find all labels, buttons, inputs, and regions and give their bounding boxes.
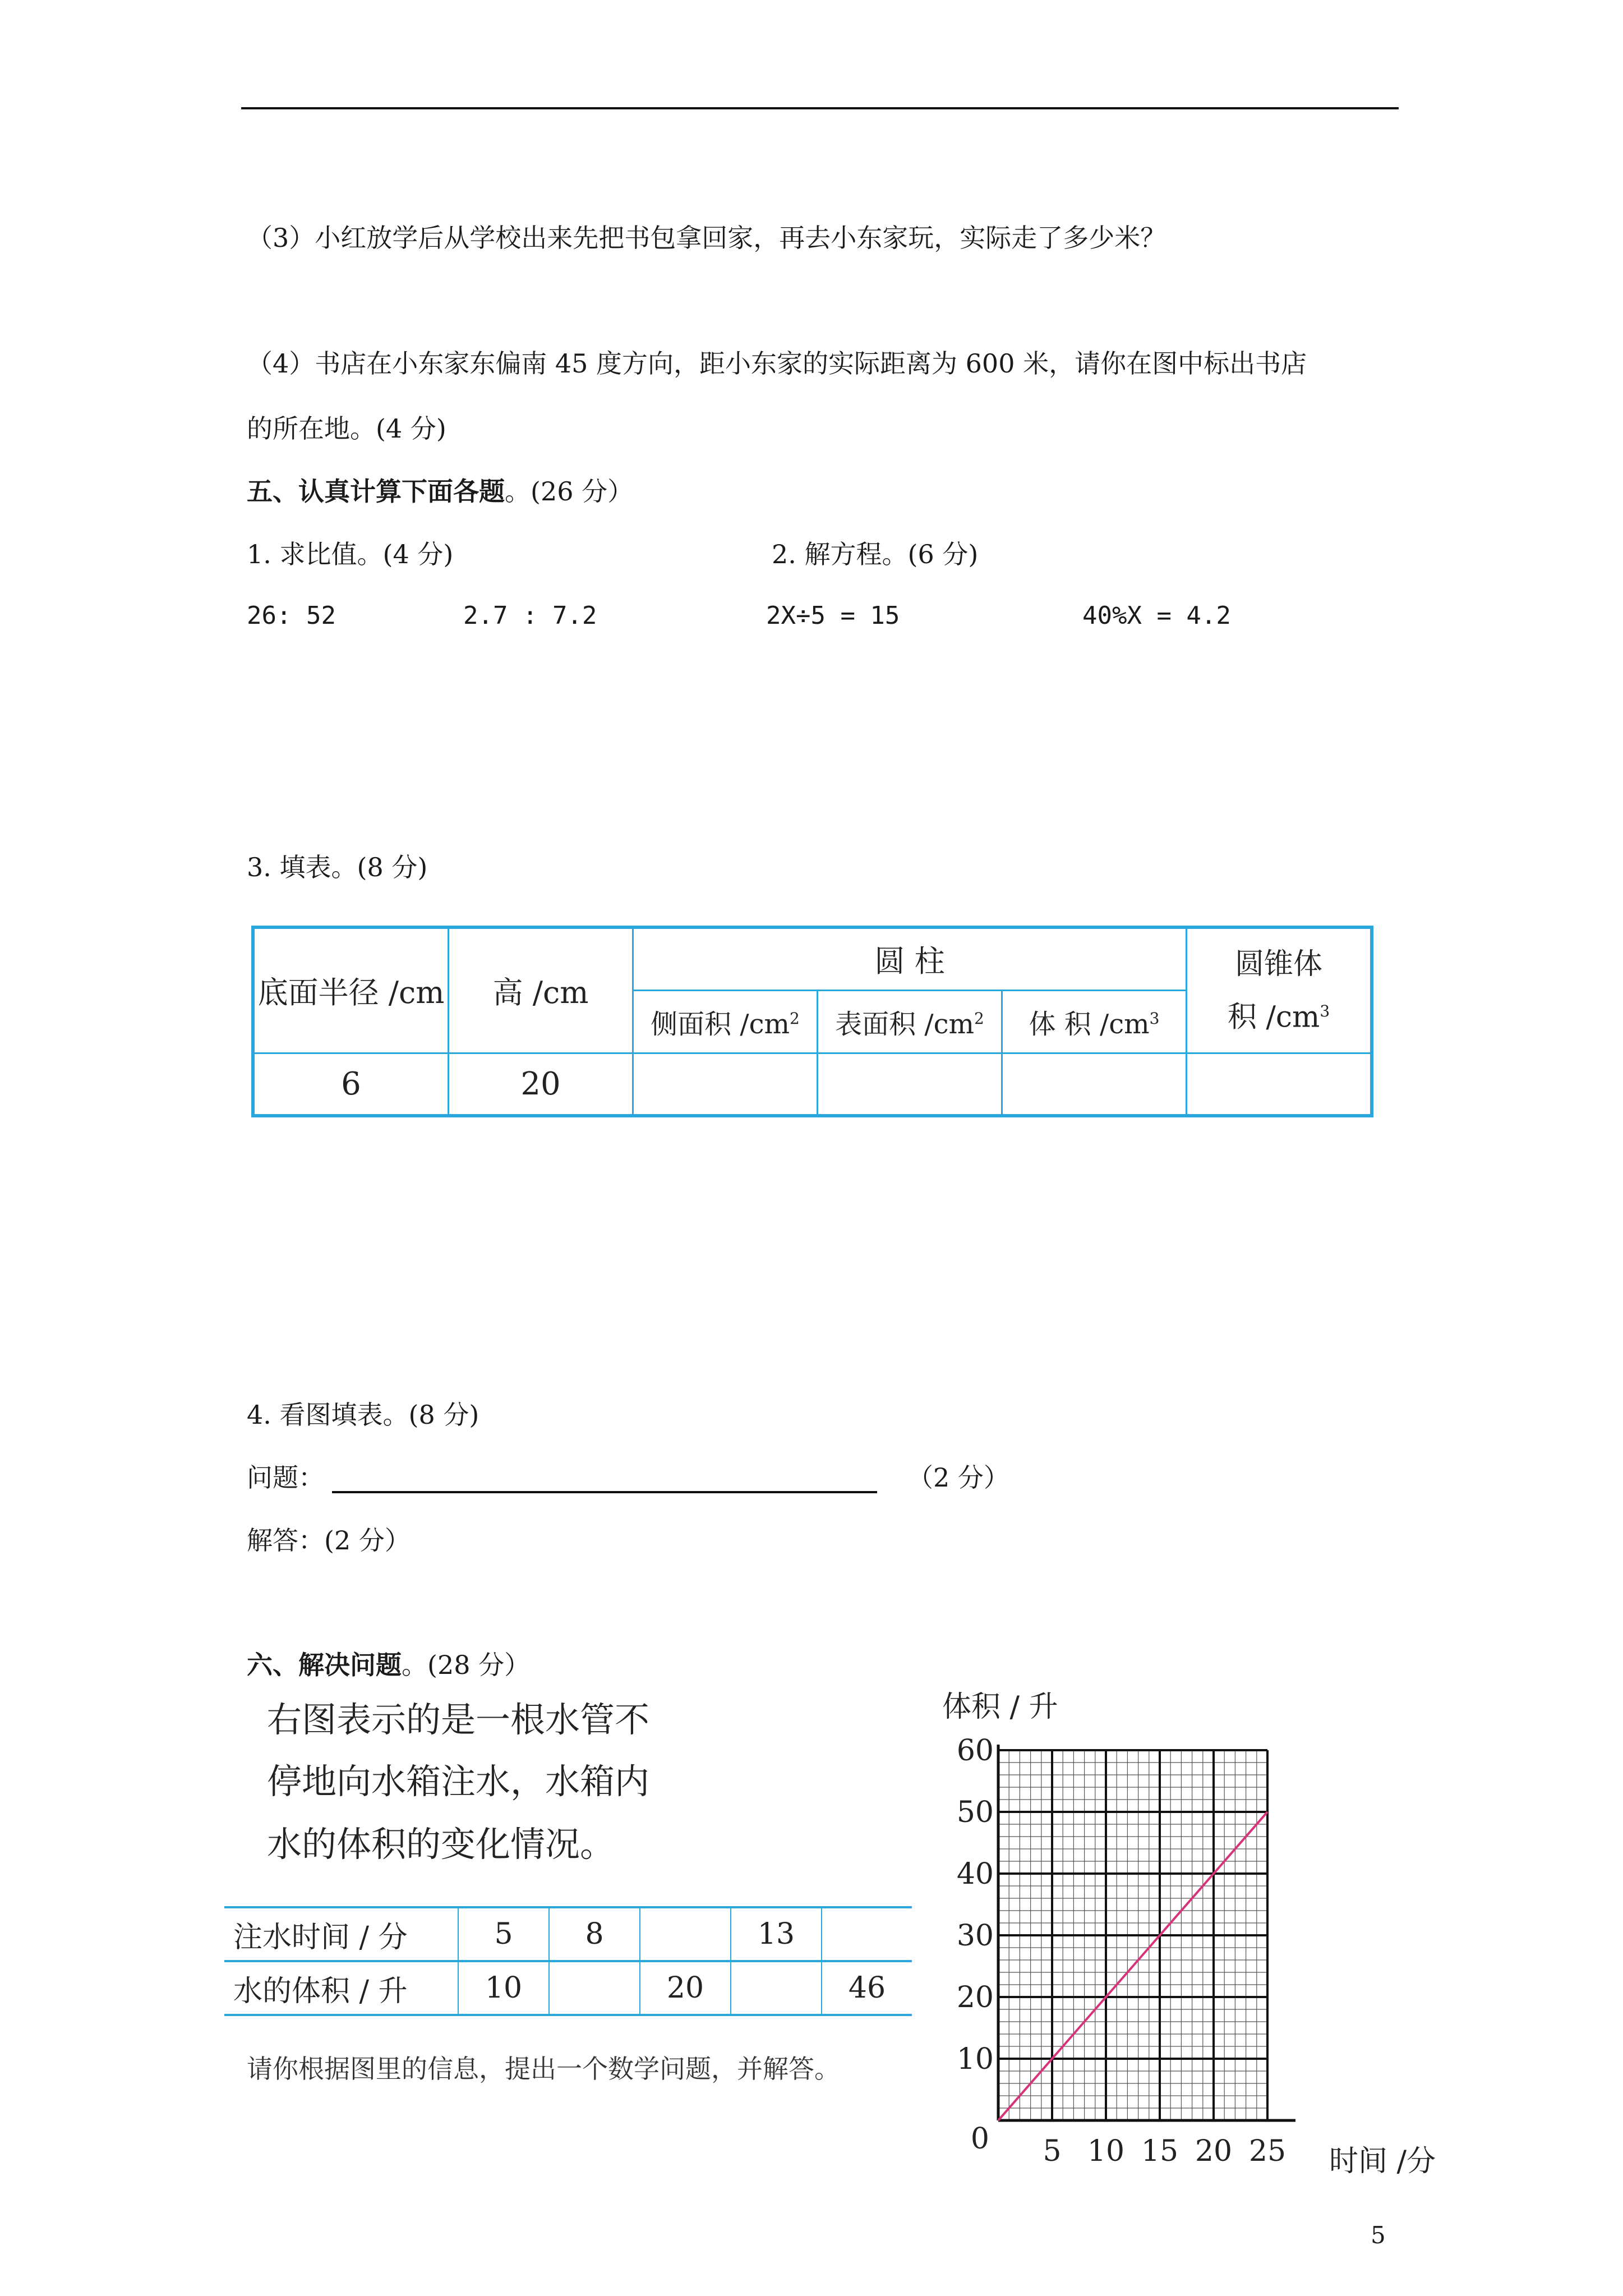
volume-time-chart [897, 1677, 1458, 2182]
section-6-score: 。(28 分） [402, 1650, 531, 1680]
problem-line-2: 停地向水箱注水，水箱内 [267, 1761, 650, 1802]
y-tick-label: 40 [956, 1857, 994, 1891]
sup-cm2-lateral: 2 [790, 1009, 800, 1028]
question-3: （3）小红放学后从学校出来先把书包拿回家，再去小东家玩，实际走了多少米？ [247, 223, 1166, 253]
x-tick-label: 25 [1248, 2134, 1287, 2168]
value-radius: 6 [253, 1053, 449, 1116]
cylinder-cone-table [251, 926, 1373, 1117]
grid-major [998, 1750, 1267, 2120]
y-tick-label: 0 [970, 2122, 989, 2156]
volume-cell[interactable] [731, 1961, 822, 2015]
axes [998, 1745, 1295, 2120]
item-1-ratio: 1. 求比值。(4 分) [247, 539, 454, 569]
problem-prompt: 请你根据图里的信息，提出一个数学问题，并解答。 [247, 2054, 840, 2084]
problem-line-1: 右图表示的是一根水管不 [267, 1699, 650, 1740]
header-lateral-area [633, 990, 818, 1053]
item-3-fill-table: 3. 填表。(8 分) [247, 852, 428, 882]
y-tick-label: 60 [956, 1734, 994, 1768]
series-line [998, 1812, 1267, 2120]
header-cone-line1: 圆锥体 [1234, 947, 1322, 981]
time-cell: 13 [731, 1907, 822, 1961]
question-label: 问题： [247, 1462, 324, 1493]
x-axis-label: 时间 /分 [1329, 2145, 1436, 2178]
sup-cm2-surface: 2 [974, 1009, 984, 1028]
volume-cell: 20 [640, 1961, 731, 2015]
question-4-line2: 的所在地。(4 分) [247, 413, 446, 444]
sup-cm3-cone: 3 [1320, 1001, 1330, 1020]
header-radius: 底面半径 /cm [253, 927, 449, 1053]
header-lateral-text: 侧面积 /cm [651, 1008, 790, 1040]
problem-line-3: 水的体积的变化情况。 [267, 1824, 615, 1865]
time-cell: 5 [458, 1907, 549, 1961]
expression-ratio-2: 2.7 : 7.2 [463, 601, 597, 630]
header-rule [241, 107, 1399, 109]
header-volume [1002, 990, 1187, 1053]
page-number: 5 [1371, 2221, 1386, 2249]
question-answer-line[interactable] [332, 1491, 877, 1493]
x-tick-label: 15 [1141, 2134, 1179, 2168]
item-4-heading: 4. 看图填表。(8 分) [247, 1400, 479, 1430]
header-height: 高 /cm [449, 927, 633, 1053]
answer-label: 解答：(2 分） [247, 1525, 411, 1556]
value-height: 20 [449, 1053, 633, 1116]
answer-surface-area[interactable] [818, 1053, 1002, 1116]
question-score: （2 分） [907, 1462, 1009, 1493]
header-cone-volume [1187, 927, 1372, 1053]
section-5-score: 。(26 分） [505, 476, 634, 507]
x-tick-label: 20 [1195, 2134, 1233, 2168]
answer-lateral-area[interactable] [633, 1053, 818, 1116]
equation-1: 2X÷5 = 15 [766, 601, 900, 630]
y-axis-label: 体积 / 升 [942, 1690, 1058, 1724]
water-table [224, 1906, 912, 2016]
expression-ratio-1: 26: 52 [247, 601, 336, 630]
section-5-heading [247, 475, 633, 508]
y-tick-label: 10 [956, 2042, 994, 2076]
y-tick-label: 50 [956, 1796, 994, 1829]
volume-cell: 46 [822, 1961, 912, 2015]
tick-labels [957, 1734, 1286, 2168]
x-tick-label: 5 [1043, 2134, 1062, 2168]
series-layer [998, 1812, 1267, 2120]
row-label-time: 注水时间 / 分 [224, 1907, 458, 1961]
y-tick-label: 30 [956, 1919, 994, 1953]
equation-2: 40%X = 4.2 [1082, 601, 1231, 630]
header-cone-line2: 积 /cm [1227, 1000, 1320, 1034]
item-2-equation: 2. 解方程。(6 分) [772, 539, 979, 569]
time-cell[interactable] [640, 1907, 731, 1961]
x-tick-label: 10 [1087, 2134, 1125, 2168]
question-4-line1: （4）书店在小东家东偏南 45 度方向，距小东家的实际距离为 600 米，请你在图中标出书店 [247, 348, 1307, 379]
header-surface-area [818, 990, 1002, 1053]
y-tick-label: 20 [956, 1981, 994, 2014]
row-label-volume: 水的体积 / 升 [224, 1961, 458, 2015]
section-6-heading [247, 1648, 530, 1682]
header-volume-text: 体 积 /cm [1029, 1008, 1150, 1040]
answer-volume[interactable] [1002, 1053, 1187, 1116]
volume-cell: 10 [458, 1961, 549, 2015]
sup-cm3-volume: 3 [1149, 1009, 1160, 1028]
section-5-title: 五、认真计算下面各题 [247, 476, 505, 507]
answer-cone-volume[interactable] [1187, 1053, 1372, 1116]
volume-cell[interactable] [549, 1961, 640, 2015]
time-cell: 8 [549, 1907, 640, 1961]
header-cylinder: 圆 柱 [633, 927, 1187, 990]
header-surface-text: 表面积 /cm [835, 1008, 974, 1040]
section-6-title: 六、解决问题 [247, 1650, 402, 1680]
